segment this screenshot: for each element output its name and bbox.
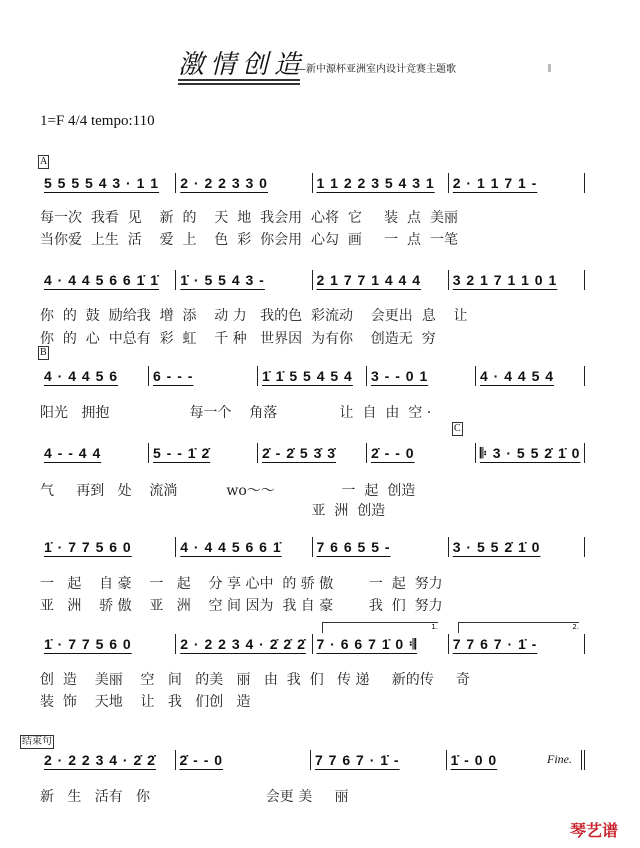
staff-row [40, 270, 585, 290]
staff-row [40, 634, 585, 654]
lyric-line: 当你爱 上生 活 爱 上 色 彩 你会用 心勾 画 一 点 一笔 [40, 232, 458, 248]
measure: 5 - - 1̇ 2̇ [149, 443, 258, 463]
measure: 1̇ · 5 5 4 3 - [176, 270, 312, 290]
measure: 6 - - - [149, 366, 258, 386]
measure: 1 1 2 2 3 5 4 3 1 [313, 173, 449, 193]
fine-marking: Fine. [547, 752, 572, 766]
section-marker-ending: 结束句 [22, 736, 52, 747]
song-subtitle: —新中源杯亚洲室内设计竞赛主题歌 [296, 64, 456, 75]
measure: 2 · 2 2 3 4 · 2̇ 2̇ [40, 750, 176, 770]
staff-row [40, 366, 585, 386]
key-signature: 1=F 4/4 tempo:110 [40, 113, 155, 129]
measure: 3 2 1 7 1 1 0 1 [449, 270, 585, 290]
lyric-line: 阳光 拥抱 每一个 角落 让 自 由 空 · [40, 405, 432, 421]
measure: 4 · 4 4 5 6 [40, 366, 149, 386]
measure: 2̇ - - 0 [367, 443, 476, 463]
measure: 2 · 2 2 3 3 0 [176, 173, 312, 193]
lyric-line: 一 起 自 豪 一 起 分 享 心中 的 骄 傲 一 起 努力 [40, 576, 443, 592]
measure: 1̇ · 7 7 5 6 0 [40, 537, 176, 557]
staff-row [40, 750, 585, 770]
lyric-line: 每一次 我看 见 新 的 天 地 我会用 心将 它 装 点 美丽 [40, 210, 458, 226]
site-logo: 琴艺谱 [570, 821, 619, 840]
title-underline [178, 79, 300, 85]
measure: 7 · 6 6 7 1̇ 0 𝄇 [313, 634, 449, 654]
staff-row [40, 443, 585, 463]
measure: 7 6 6 5 5 - [313, 537, 449, 557]
measure: 2 · 1 1 7 1 - [449, 173, 585, 193]
measure: 1̇ 1̇ 5 5 4 5 4 [258, 366, 367, 386]
measure: 2̇ - - 0 [176, 750, 312, 770]
measure: 7 7 6 7 · 1̇ - [311, 750, 447, 770]
lyric-line: 你 的 心 中总有 彩 虹 千 种 世界因 为有你 创造无 穷 [40, 331, 436, 347]
song-title: 激情创造 [178, 50, 307, 80]
measure: 2 1 7 7 1 4 4 4 [313, 270, 449, 290]
lyric-line: 装 饰 天地 让 我 们创 造 [40, 694, 251, 710]
measure: 3 - - 0 1 [367, 366, 476, 386]
lyric-line: 新 生 活有 你 会更 美 丽 [40, 789, 349, 805]
measure: 7 7 6 7 · 1̇ - [449, 634, 585, 654]
scan-mark [548, 64, 551, 72]
staff-row [40, 537, 585, 557]
measure: 4 - - 4 4 [40, 443, 149, 463]
lyric-line: 你 的 鼓 励给我 增 添 动 力 我的色 彩流动 会更出 息 让 [40, 308, 468, 324]
measure: 1̇ - 0 0 [447, 750, 586, 770]
measure: 3 · 5 5 2̇ 1̇ 0 [449, 537, 585, 557]
measure: 4 · 4 4 5 4 [476, 366, 585, 386]
section-marker-c: C [454, 423, 461, 434]
measure: 2 · 2 2 3 4 · 2̇ 2̇ 2̇ [176, 634, 312, 654]
volta-1: 1. [322, 622, 438, 633]
measure: 𝄆 3 · 5 5 2̇ 1̇ 0 [476, 443, 585, 463]
staff-row [40, 173, 585, 193]
measure: 4 · 4 4 5 6 6 1̇ 1̇ [40, 270, 176, 290]
section-marker-b: B [40, 347, 47, 358]
measure: 2̇ - 2̇ 5 3̇ 3̇ [258, 443, 367, 463]
lyric-line: 创 造 美丽 空 间 的美 丽 由 我 们 传 递 新的传 奇 [40, 672, 471, 688]
lyric-line: 亚 洲 创造 [40, 503, 386, 519]
measure: 1̇ · 7 7 5 6 0 [40, 634, 176, 654]
section-marker-a: A [40, 156, 48, 167]
volta-2: 2. [458, 622, 579, 633]
lyric-line: 亚 洲 骄 傲 亚 洲 空 间 因为 我 自 豪 我 们 努力 [40, 598, 443, 614]
measure: 4 · 4 4 5 6 6 1̇ [176, 537, 312, 557]
lyric-line: 气 再到 处 流淌 wo～～ 一 起 创造 [40, 483, 416, 499]
measure: 5 5 5 5 4 3 · 1 1 [40, 173, 176, 193]
